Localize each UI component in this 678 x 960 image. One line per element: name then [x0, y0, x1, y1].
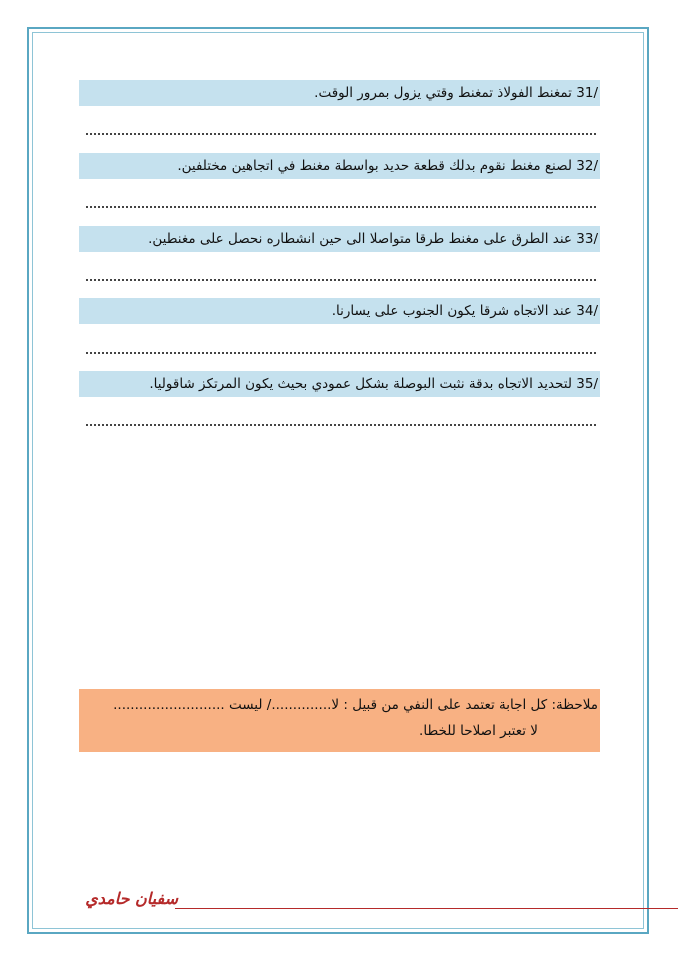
question-31 [79, 80, 600, 106]
question-text: /33 عند الطرق على مغنط طرقا متواصلا الى حين انشطاره نحصل على مغنطين. [148, 231, 598, 247]
answer-line-35[interactable] [86, 420, 596, 426]
question-33 [79, 226, 600, 252]
question-text: /34 عند الاتجاه شرقا يكون الجنوب على يسارنا. [331, 303, 598, 319]
answer-line-33[interactable] [86, 275, 596, 281]
answer-line-32[interactable] [86, 202, 596, 208]
question-34 [79, 298, 600, 324]
question-text: /35 لتحديد الاتجاه بدقة نثبت البوصلة بشكل عمودي بحيث يكون المرتكز شاقوليا. [149, 376, 598, 392]
answer-line-34[interactable] [86, 348, 596, 354]
footer-divider [175, 908, 678, 909]
note-line-1: ملاحظة: كل اجابة تعتمد على النفي من قبيل : لا............../ ليست .......................... [113, 697, 598, 713]
note-box [79, 689, 600, 752]
question-35 [79, 371, 600, 397]
question-text: /31 تمغنط الفولاذ تمغنط وقتي يزول بمرور الوقت. [314, 85, 598, 101]
author-signature: سفيان حامدي [85, 889, 178, 908]
question-32 [79, 153, 600, 179]
question-text: /32 لصنع مغنط نقوم بدلك قطعة حديد بواسطة مغنط في اتجاهين مختلفين. [177, 158, 598, 174]
note-line-2: لا تعتبر اصلاحا للخطا. [419, 723, 538, 739]
answer-line-31[interactable] [86, 129, 596, 135]
